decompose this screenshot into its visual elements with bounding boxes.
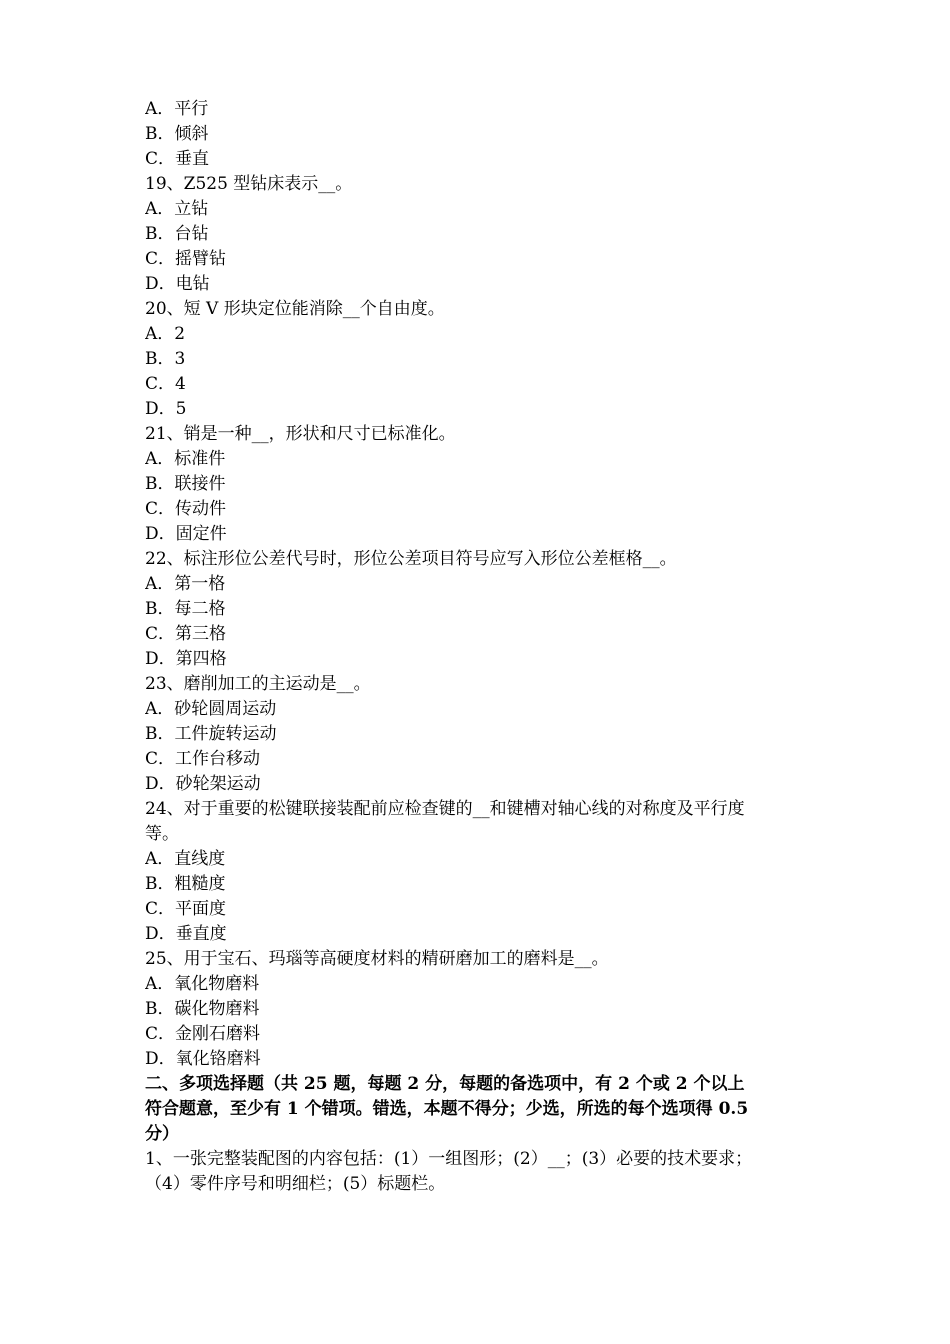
q19-option-c: C．摇臂钻 bbox=[145, 249, 227, 269]
q20-option-c: C．4 bbox=[145, 374, 186, 394]
q22-option-c: C．第三格 bbox=[145, 624, 227, 644]
q21-option-a: A．标准件 bbox=[145, 449, 226, 469]
q19-option-a: A．立钻 bbox=[145, 199, 209, 219]
q25-option-d: D．氧化铬磨料 bbox=[145, 1049, 261, 1069]
q22-option-a: A．第一格 bbox=[145, 574, 226, 594]
question-24-line-2: 等。 bbox=[145, 824, 179, 844]
question-20: 20、短 V 形块定位能消除__个自由度。 bbox=[145, 299, 445, 319]
question-22: 22、标注形位公差代号时，形位公差项目符号应写入形位公差框格__。 bbox=[145, 549, 677, 569]
q23-option-d: D．砂轮架运动 bbox=[145, 774, 261, 794]
q18-option-b: B．倾斜 bbox=[145, 124, 209, 144]
q23-option-b: B．工件旋转运动 bbox=[145, 724, 277, 744]
q20-option-d: D．5 bbox=[145, 399, 187, 419]
q25-option-a: A．氧化物磨料 bbox=[145, 974, 260, 994]
question-21: 21、销是一种__，形状和尺寸已标准化。 bbox=[145, 424, 456, 444]
q23-option-a: A．砂轮圆周运动 bbox=[145, 699, 277, 719]
q19-option-d: D．电钻 bbox=[145, 274, 210, 294]
q25-option-b: B．碳化物磨料 bbox=[145, 999, 260, 1019]
q21-option-c: C．传动件 bbox=[145, 499, 227, 519]
question-19: 19、Z525 型钻床表示__。 bbox=[145, 174, 353, 194]
q24-option-c: C．平面度 bbox=[145, 899, 227, 919]
q18-option-c: C．垂直 bbox=[145, 149, 210, 169]
section-2-heading-line-1: 二、多项选择题（共 25 题，每题 2 分，每题的备选项中，有 2 个或 2 个以上 bbox=[145, 1074, 745, 1094]
section-2-heading-line-3: 分） bbox=[145, 1124, 179, 1144]
q24-option-b: B．粗糙度 bbox=[145, 874, 226, 894]
multi-question-1-line-1: 1、一张完整装配图的内容包括：(1）一组图形；(2）__；(3）必要的技术要求； bbox=[145, 1149, 753, 1169]
q18-option-a: A．平行 bbox=[145, 99, 209, 119]
question-23: 23、磨削加工的主运动是__。 bbox=[145, 674, 371, 694]
question-24-line-1: 24、对于重要的松键联接装配前应检查键的__和键槽对轴心线的对称度及平行度 bbox=[145, 799, 745, 819]
q22-option-d: D．第四格 bbox=[145, 649, 227, 669]
q21-option-b: B．联接件 bbox=[145, 474, 226, 494]
q22-option-b: B．每二格 bbox=[145, 599, 226, 619]
q23-option-c: C．工作台移动 bbox=[145, 749, 261, 769]
q20-option-b: B．3 bbox=[145, 349, 186, 369]
q24-option-a: A．直线度 bbox=[145, 849, 226, 869]
question-25: 25、用于宝石、玛瑙等高硬度材料的精研磨加工的磨料是__。 bbox=[145, 949, 609, 969]
q19-option-b: B．台钻 bbox=[145, 224, 209, 244]
multi-question-1-line-2: （4）零件序号和明细栏；(5）标题栏。 bbox=[145, 1174, 446, 1194]
q24-option-d: D．垂直度 bbox=[145, 924, 227, 944]
section-2-heading-line-2: 符合题意，至少有 1 个错项。错选，本题不得分；少选，所选的每个选项得 0.5 bbox=[145, 1099, 749, 1119]
q21-option-d: D．固定件 bbox=[145, 524, 227, 544]
q25-option-c: C．金刚石磨料 bbox=[145, 1024, 261, 1044]
q20-option-a: A．2 bbox=[145, 324, 186, 344]
